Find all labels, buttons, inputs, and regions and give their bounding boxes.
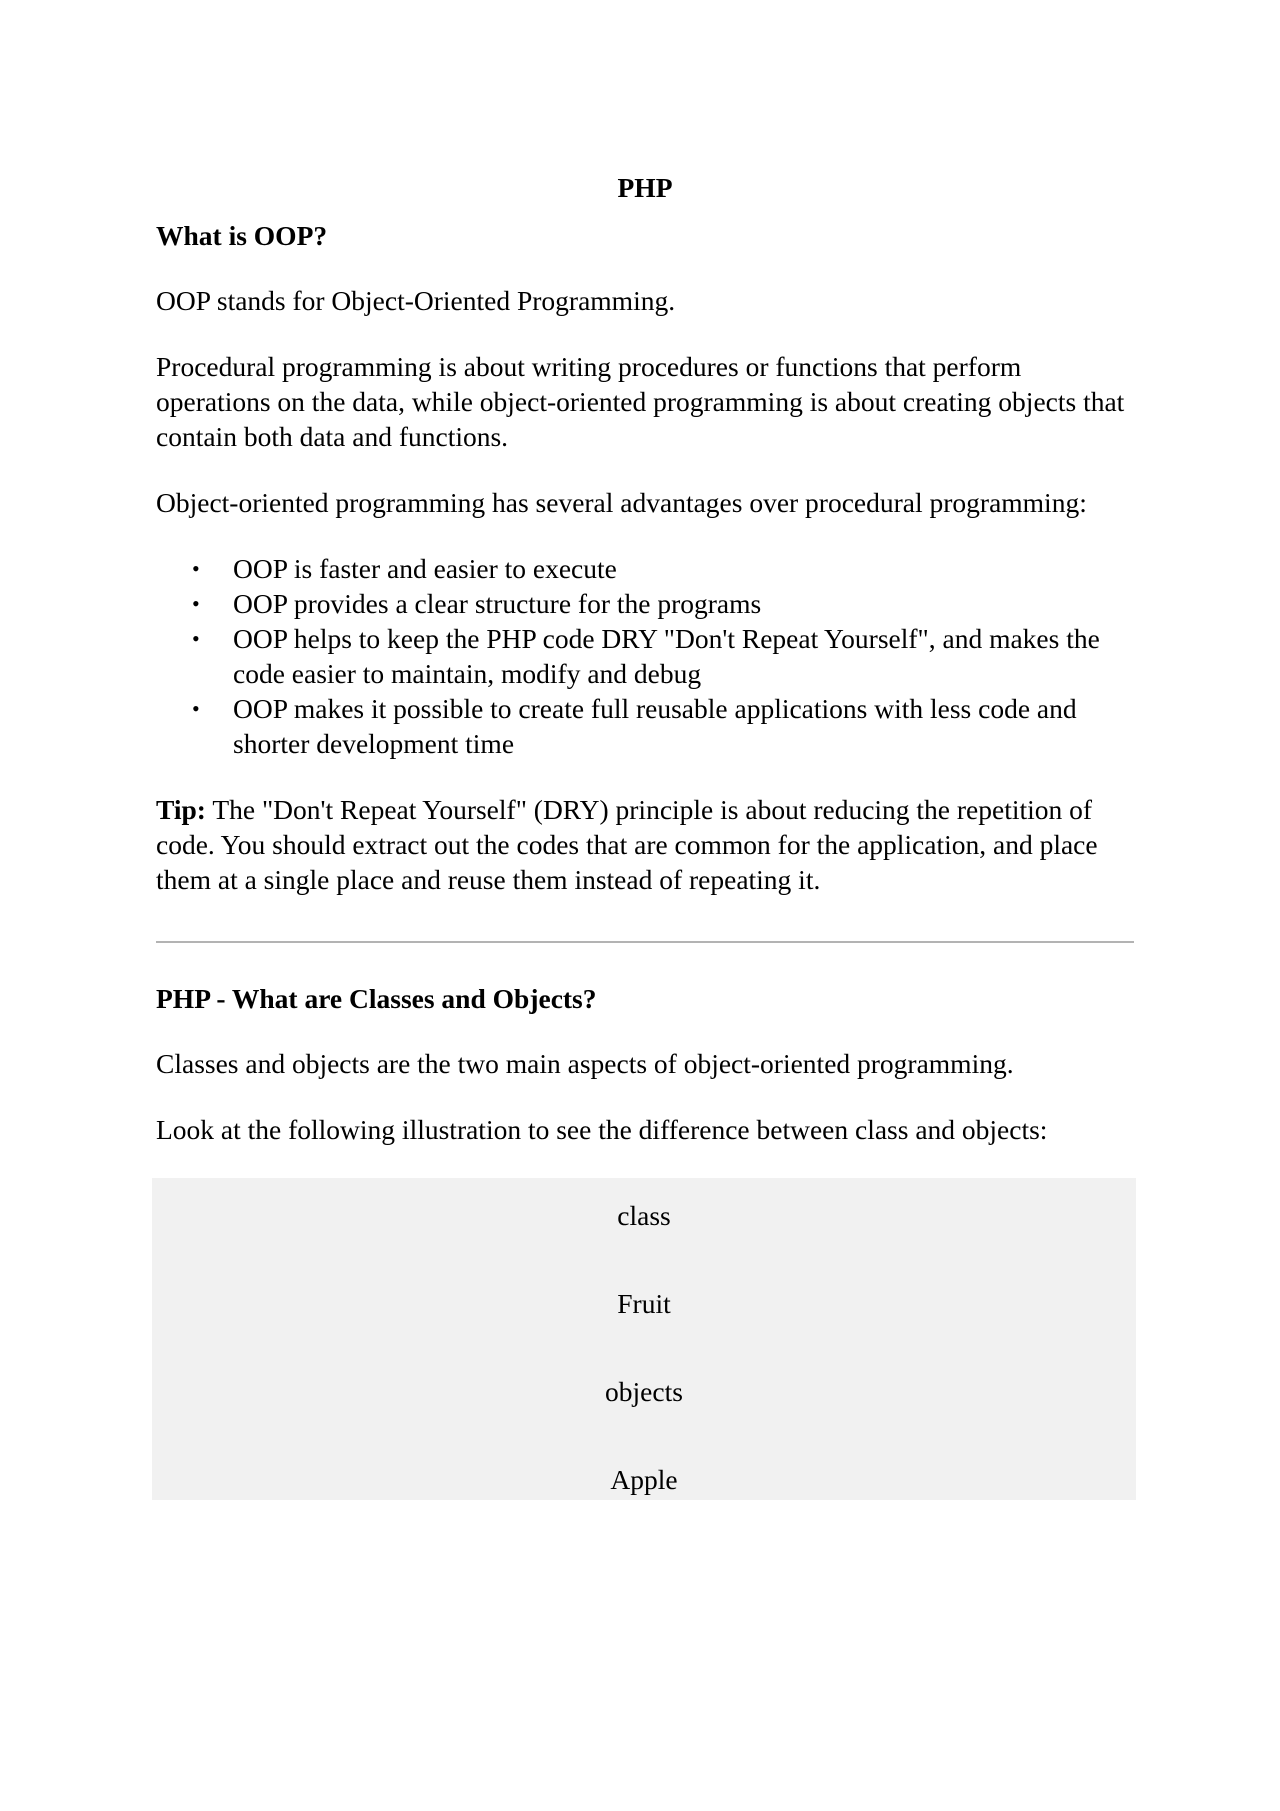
list-item: • OOP makes it possible to create full reusable applications with less code and shorter development time — [233, 691, 1134, 761]
list-item: • OOP is faster and easier to execute — [233, 551, 1134, 586]
paragraph-classes-intro: Classes and objects are the two main aspects of object-oriented programming. — [156, 1048, 1014, 1079]
paragraph-illustration-intro: Look at the following illustration to see the difference between class and objects: — [156, 1114, 1048, 1145]
tip-paragraph — [156, 792, 1134, 897]
tip-label: Tip: — [156, 794, 206, 825]
section-divider — [156, 941, 1134, 943]
illustration-object-apple: Apple — [610, 1464, 678, 1495]
document-page — [156, 170, 1134, 1500]
section-heading-classes-objects: PHP - What are Classes and Objects? — [156, 983, 597, 1014]
list-item: • OOP helps to keep the PHP code DRY "Don't Repeat Yourself", and makes the code easier to maintain, modify and debug — [233, 621, 1134, 691]
illustration-objects-label: objects — [605, 1376, 683, 1407]
class-object-illustration — [152, 1178, 1136, 1500]
list-item: • OOP provides a clear structure for the programs — [233, 586, 1134, 621]
paragraph-oop-definition: OOP stands for Object-Oriented Programming. — [156, 285, 676, 316]
illustration-class-name: Fruit — [617, 1288, 671, 1319]
advantages-list — [156, 551, 1134, 761]
illustration-class-label: class — [617, 1200, 671, 1231]
paragraph-advantages-intro: Object-oriented programming has several advantages over procedural programming: — [156, 487, 1087, 518]
tip-text: The "Don't Repeat Yourself" (DRY) principle is about reducing the repetition of code. You should extract out the codes that are common for the application, and place them at a single place and reuse them instead of repeating it. — [156, 794, 1098, 895]
paragraph-procedural: Procedural programming is about writing procedures or functions that perform operations on the data, while object-oriented programming is about creating objects that contain both data and functions. — [156, 351, 1125, 452]
section-heading-oop: What is OOP? — [156, 220, 328, 251]
document-title: PHP — [617, 172, 673, 203]
